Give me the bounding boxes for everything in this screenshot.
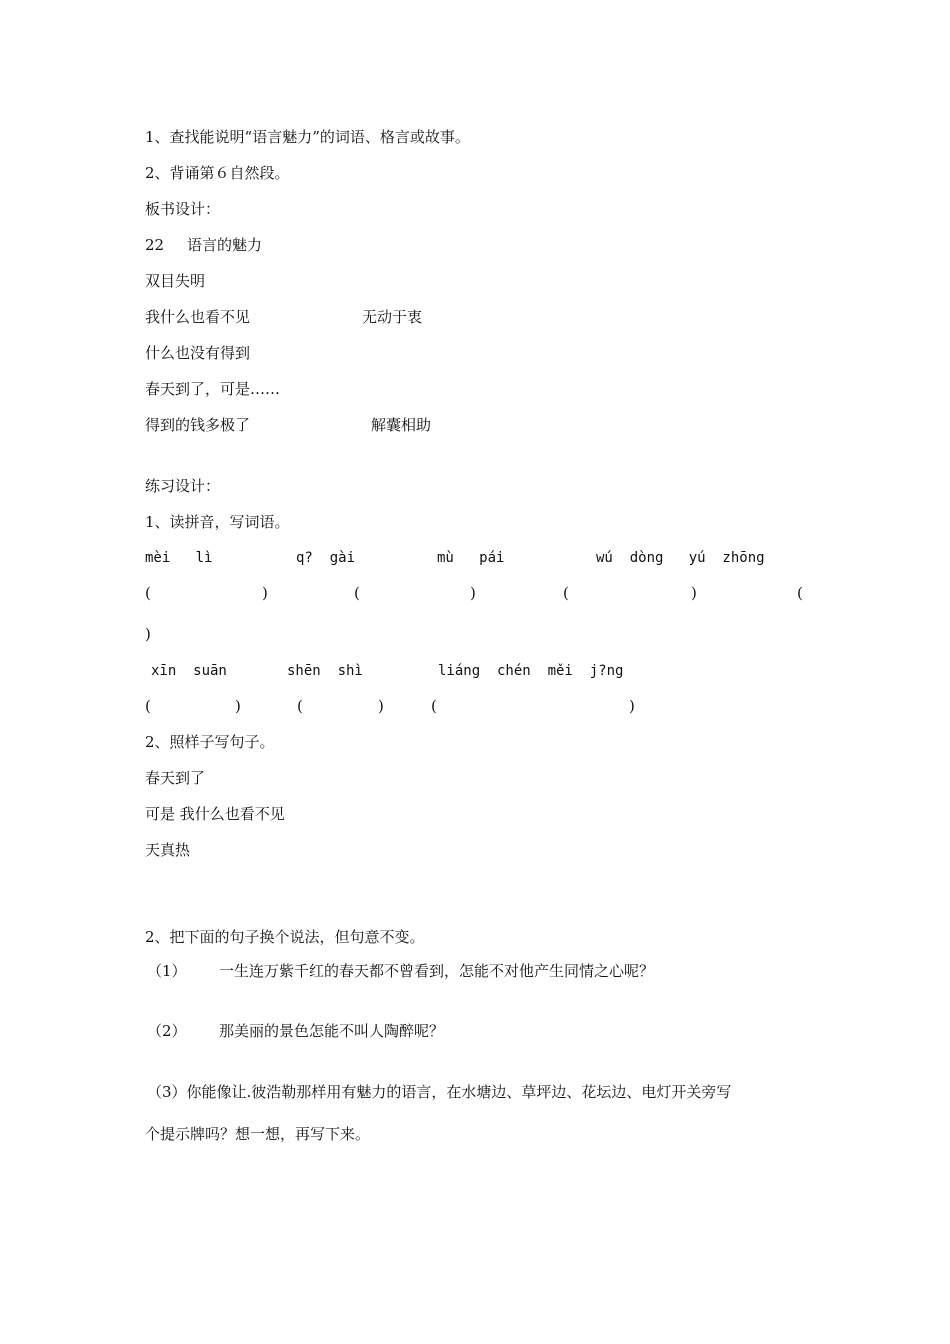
sentence-1-number: （1）: [147, 962, 187, 980]
paren-open-1: (: [145, 584, 151, 602]
board-row-2-right: 无动于衷: [362, 308, 423, 326]
sentence-1-text: 一生连万紫千红的春天都不曾看到，怎能不对他产生同情之心呢？: [219, 962, 655, 980]
paren-close-2: ): [470, 584, 476, 602]
pinyin-6: shēn shì: [287, 663, 363, 679]
homework-item-2: 2、背诵第６自然段。: [145, 164, 290, 182]
item-3-line-1: （3）你能像让.彼浩勒那样用有魅力的语言，在水塘边、草坪边、花坛边、电灯开关旁写: [147, 1083, 732, 1101]
pinyin-3: mù pái: [437, 550, 505, 566]
paren-close-6: ): [378, 697, 384, 715]
board-row-4-left: 春天到了，可是……: [145, 380, 281, 398]
practice-q3: 2、把下面的句子换个说法，但句意不变。: [145, 928, 425, 946]
item-3-line-2: 个提示牌吗？想一想，再写下来。: [145, 1125, 371, 1143]
board-heading: 板书设计：: [145, 200, 221, 218]
example-3: 天真热: [145, 841, 191, 859]
pinyin-4: wú dòng yú zhōng: [596, 550, 765, 566]
board-row-5-right: 解囊相助: [371, 416, 432, 434]
board-row-3-left: 什么也没有得到: [145, 344, 251, 362]
example-2: 可是 我什么也看不见: [145, 805, 285, 823]
example-1: 春天到了: [145, 769, 206, 787]
paren-open-5: (: [145, 697, 151, 715]
paren-close-5: ): [235, 697, 241, 715]
paren-open-3: (: [563, 584, 569, 602]
pinyin-1: mèi lì: [145, 550, 213, 566]
paren-close-3: ): [691, 584, 697, 602]
paren-open-2: (: [354, 584, 360, 602]
sentence-2-text: 那美丽的景色怎能不叫人陶醉呢？: [219, 1022, 445, 1040]
board-row-2-left: 我什么也看不见: [145, 308, 251, 326]
paren-open-4: (: [797, 584, 803, 602]
paren-open-7: (: [431, 697, 437, 715]
pinyin-5: xīn suān: [151, 663, 227, 679]
paren-close-7: ): [629, 697, 635, 715]
board-row-1-left: 双目失明: [145, 272, 206, 290]
practice-q2: 2、照样子写句子。: [145, 733, 275, 751]
board-title-number: 22: [145, 236, 165, 254]
practice-heading: 练习设计：: [145, 477, 221, 495]
paren-close-1: ): [262, 584, 268, 602]
pinyin-7: liáng chén měi j?ng: [438, 663, 624, 679]
paren-close-4: ): [145, 625, 151, 643]
practice-q1: 1、读拼音，写词语。: [145, 513, 290, 531]
board-row-5-left: 得到的钱多极了: [145, 416, 251, 434]
pinyin-2: q? gài: [296, 550, 356, 566]
sentence-2-number: （2）: [147, 1022, 187, 1040]
board-title: 语言的魅力: [187, 236, 263, 254]
paren-open-6: (: [297, 697, 303, 715]
homework-item-1: 1、查找能说明“语言魅力”的词语、格言或故事。: [145, 128, 470, 146]
